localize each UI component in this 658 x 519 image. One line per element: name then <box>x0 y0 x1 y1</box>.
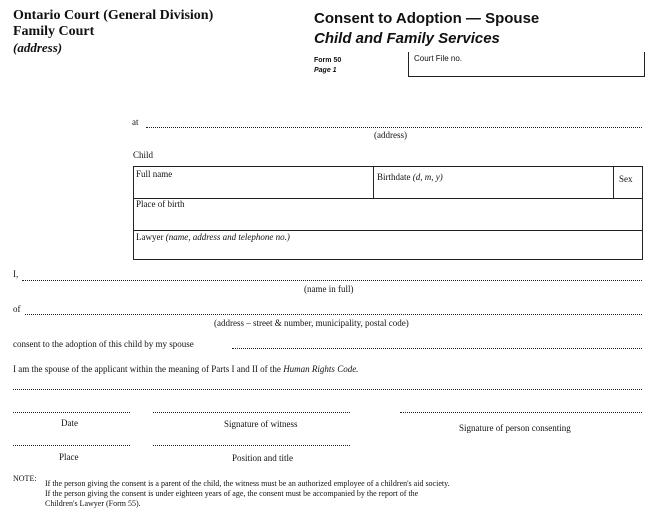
position-field[interactable] <box>153 445 350 446</box>
court-address: (address) <box>13 40 63 55</box>
human-rights-code: Human Rights Code. <box>283 364 359 374</box>
declarant-address-caption: (address – street & number, municipality, postal code) <box>214 318 409 328</box>
at-label: at <box>132 117 139 127</box>
name-in-full-caption: (name in full) <box>304 284 354 294</box>
form-subtitle: Child and Family Services <box>314 30 500 47</box>
birthdate-label: Birthdate <box>377 172 411 182</box>
spouse-statement-text: I am the spouse of the applicant within the meaning of Parts I and II of the <box>13 364 281 374</box>
blank-line-1[interactable] <box>13 389 642 390</box>
consenting-caption: Signature of person consenting <box>459 423 571 433</box>
birthdate-format: (d, m, y) <box>412 172 443 182</box>
consenting-signature-field[interactable] <box>400 412 642 413</box>
note-label: NOTE: <box>13 474 37 483</box>
i-label: I, <box>13 269 19 279</box>
of-label: of <box>13 304 21 314</box>
position-caption: Position and title <box>232 453 294 463</box>
lawyer-label: Lawyer <box>136 232 164 242</box>
location-address-caption: (address) <box>374 130 407 140</box>
child-row-divider-2 <box>133 230 643 231</box>
child-section-label: Child <box>133 150 154 160</box>
child-table-bottom <box>133 259 643 260</box>
declarant-name-field[interactable] <box>22 280 642 281</box>
note-line-3: Children's Lawyer (Form 55). <box>45 499 141 508</box>
form-number: Form 50 <box>314 57 342 64</box>
witness-caption: Signature of witness <box>224 419 298 429</box>
date-field[interactable] <box>13 412 130 413</box>
location-address-field[interactable] <box>146 127 642 128</box>
spouse-name-field[interactable] <box>232 348 642 349</box>
child-col-divider-2 <box>613 166 614 199</box>
birthdate-field[interactable] <box>377 172 609 196</box>
full-name-field[interactable] <box>136 169 370 196</box>
child-col-divider-1 <box>373 166 374 199</box>
sex-field[interactable] <box>619 174 641 196</box>
date-caption: Date <box>61 418 78 428</box>
declarant-address-field[interactable] <box>25 314 642 315</box>
lawyer-field[interactable] <box>136 232 636 257</box>
note-line-2: If the person giving the consent is under eighteen years of age, the consent must be accompanied by the report of the <box>45 489 419 498</box>
place-of-birth-field[interactable] <box>136 199 636 227</box>
consent-statement: consent to the adoption of this child by my spouse <box>13 339 194 349</box>
spouse-statement <box>13 364 358 374</box>
sex-label: Sex <box>619 174 633 184</box>
full-name-label: Full name <box>136 169 173 179</box>
place-caption: Place <box>59 452 79 462</box>
court-division: Family Court <box>13 24 95 39</box>
form-title: Consent to Adoption — Spouse <box>314 10 540 27</box>
lawyer-hint: (name, address and telephone no.) <box>165 232 290 242</box>
note-line-1: If the person giving the consent is a parent of the child, the witness must be an authorized employee of a children's aid society. <box>45 479 450 488</box>
page-number: Page 1 <box>314 67 337 74</box>
witness-signature-field[interactable] <box>153 412 350 413</box>
court-file-label: Court File no. <box>414 54 463 63</box>
place-of-birth-label: Place of birth <box>136 199 185 209</box>
place-field[interactable] <box>13 445 130 446</box>
court-name: Ontario Court (General Division) <box>13 8 214 23</box>
